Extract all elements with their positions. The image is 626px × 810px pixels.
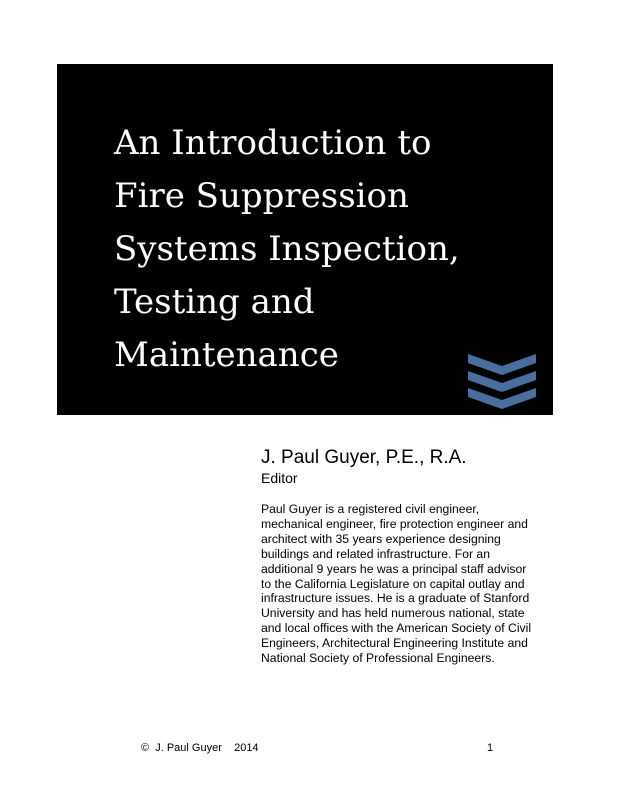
cover-title-line: Maintenance	[114, 335, 339, 375]
bio-line: mechanical engineer, fire protection engineer and	[261, 516, 528, 531]
bio-line: additional 9 years he was a principal staff advisor	[261, 561, 527, 576]
bio-line: infrastructure issues. He is a graduate of Stanford	[261, 591, 530, 606]
bio-line: University and has held numerous national, state	[261, 606, 525, 621]
cover-title-line: Fire Suppression	[114, 176, 409, 216]
page-number: 1	[487, 742, 494, 754]
bio-line: buildings and related infrastructure. For an	[261, 546, 490, 561]
triple-chevron-down-icon	[468, 354, 536, 410]
cover-title-line: Testing and	[114, 282, 315, 322]
chevron-stripe	[468, 354, 536, 375]
bio-line: and local offices with the American Society of Civil	[261, 621, 532, 636]
footer-copyright: © J. Paul Guyer 2014	[141, 742, 259, 754]
bio-line: Paul Guyer is a registered civil engineer,	[261, 502, 480, 516]
bio-line: Engineers, Architectural Engineering Institute and	[261, 636, 528, 651]
cover-title	[114, 117, 534, 382]
author-name: J. Paul Guyer, P.E., R.A.	[261, 447, 467, 468]
bio-line: to the California Legislature on capital outlay and	[261, 576, 525, 591]
cover-block	[57, 64, 553, 415]
cover-title-line: An Introduction to	[114, 123, 432, 163]
author-role: Editor	[261, 470, 298, 486]
bio-line: architect with 35 years experience designing	[261, 531, 501, 546]
bio-line: National Society of Professional Engineers.	[261, 651, 495, 666]
author-bio	[261, 502, 551, 666]
cover-title-line: Systems Inspection,	[114, 229, 460, 269]
